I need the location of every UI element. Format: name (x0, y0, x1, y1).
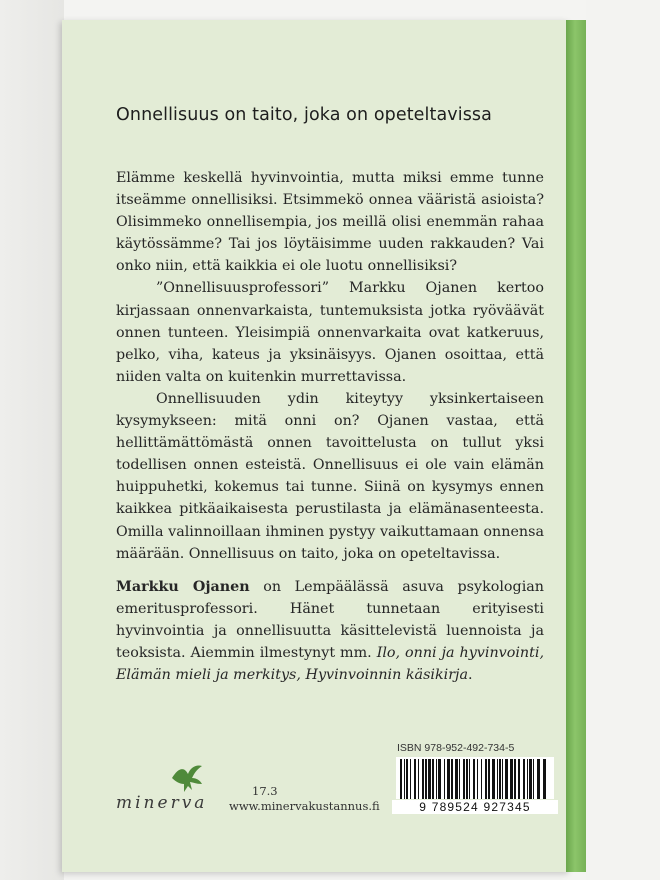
barcode-bar (537, 759, 540, 799)
blurb-paragraph-2: ”Onnellisuusprofessori” Markku Ojanen kertoo kirjassaan onnenvarkaista, tuntemuksista jotka ryöväävät onnen tunteen. Yleisimpiä onnenvarkaita ovat katkeruus, pelko, viha, kateus ja yksinäisyys. Ojanen osoittaa, että niiden valta on kuitenkin murrettavissa. (116, 280, 544, 385)
author-works: Ilo, onni ja hyvinvointi, Elämän mieli ja merkitys, Hyvinvoinnin käsikirja (116, 645, 544, 684)
barcode-bar (543, 759, 546, 799)
barcode-bar (477, 759, 478, 799)
blurb (116, 167, 544, 565)
barcode-bar (481, 759, 482, 799)
barcode-bar (502, 759, 503, 799)
barcode-bar (466, 759, 468, 799)
author-bio (116, 576, 544, 686)
barcode-bar (444, 759, 445, 799)
publisher-url: www.minervakustannus.fi (229, 799, 380, 813)
barcode-bar (459, 759, 460, 799)
barcode-bar (514, 759, 516, 799)
barcode-number: 9 789524 927345 (392, 800, 558, 814)
barcode-bar (463, 759, 465, 799)
barcode-bar (533, 759, 534, 799)
barcode-bar (414, 759, 416, 799)
barcode-bar (422, 759, 424, 799)
price-code: 17.3 (252, 784, 278, 798)
barcode-bar (497, 759, 498, 799)
barcode-bar (425, 759, 427, 799)
background-right (586, 0, 660, 880)
barcode-bar (523, 759, 525, 799)
barcode-bar (436, 759, 437, 799)
barcode-bar (406, 759, 408, 799)
barcode-bar (529, 759, 532, 799)
author-bio-text: on Lempäälässä asuva psykologian emeritusprofessori. Hänet tunnetaan erityisesti hyvinvointia ja onnellisuutta käsittelevistä luennoista ja teoksista. Aiemmin ilmestynyt mm. (116, 579, 544, 662)
barcode-bar (455, 759, 458, 799)
blurb-paragraph-1: Elämme keskellä hyvinvointia, mutta miksi emme tunne itseämme onnellisiksi. Etsimmekö onnea vääristä asioista? Olisimmeko onnellisempia, jos meillä olisi enemmän rahaa käytössämme? Tai jos löytäisimme uuden rakkauden? Vai onko niin, että kaikkia ei ole luotu onnellisiksi? (116, 170, 544, 275)
barcode-bar (404, 759, 405, 799)
isbn-label: ISBN 978-952-492-734-5 (397, 742, 515, 754)
barcode-bar (428, 759, 431, 799)
barcode-bar (432, 759, 434, 799)
bird-logo-icon (170, 764, 204, 794)
barcode-bar (447, 759, 450, 799)
barcode-bar (451, 759, 453, 799)
barcode-bar (505, 759, 508, 799)
barcode (396, 757, 554, 799)
barcode-bar (438, 759, 441, 799)
barcode-bar (492, 759, 495, 799)
author-name: Markku Ojanen (116, 579, 250, 595)
book-spine (566, 20, 586, 872)
barcode-bar (418, 759, 419, 799)
cover-headline: Onnellisuus on taito, joka on opeteltavissa (116, 105, 492, 125)
barcode-bar (410, 759, 411, 799)
barcode-bar (518, 759, 520, 799)
publisher-logo-text: minerva (116, 793, 208, 813)
barcode-bar (400, 759, 402, 799)
barcode-bar (527, 759, 528, 799)
blurb-paragraph-3: Onnellisuuden ydin kiteytyy yksinkertaiseen kysymykseen: mitä onni on? Ojanen vastaa, että hellittämättömästä onnen tavoittelusta on tullut yksi todellisen onnen esteistä. Onnellisuus ei ole vain elämän huippuhetki, kokemus tai tunne. Siinä on kysymys ennen kaikkea pitkäaikaisesta perustilasta ja elämänasenteesta. Omilla valinnoillaan ihminen pystyy vaikuttamaan onnensa määrään. Onnellisuus on taito, joka on opeteltavissa. (116, 390, 544, 562)
barcode-bar (473, 759, 475, 799)
barcode-bar (499, 759, 501, 799)
barcode-bar (510, 759, 513, 799)
barcode-bar (485, 759, 487, 799)
barcode-bar (488, 759, 490, 799)
background-left (0, 0, 64, 880)
barcode-bar (469, 759, 470, 799)
author-bio-end: . (468, 667, 473, 684)
